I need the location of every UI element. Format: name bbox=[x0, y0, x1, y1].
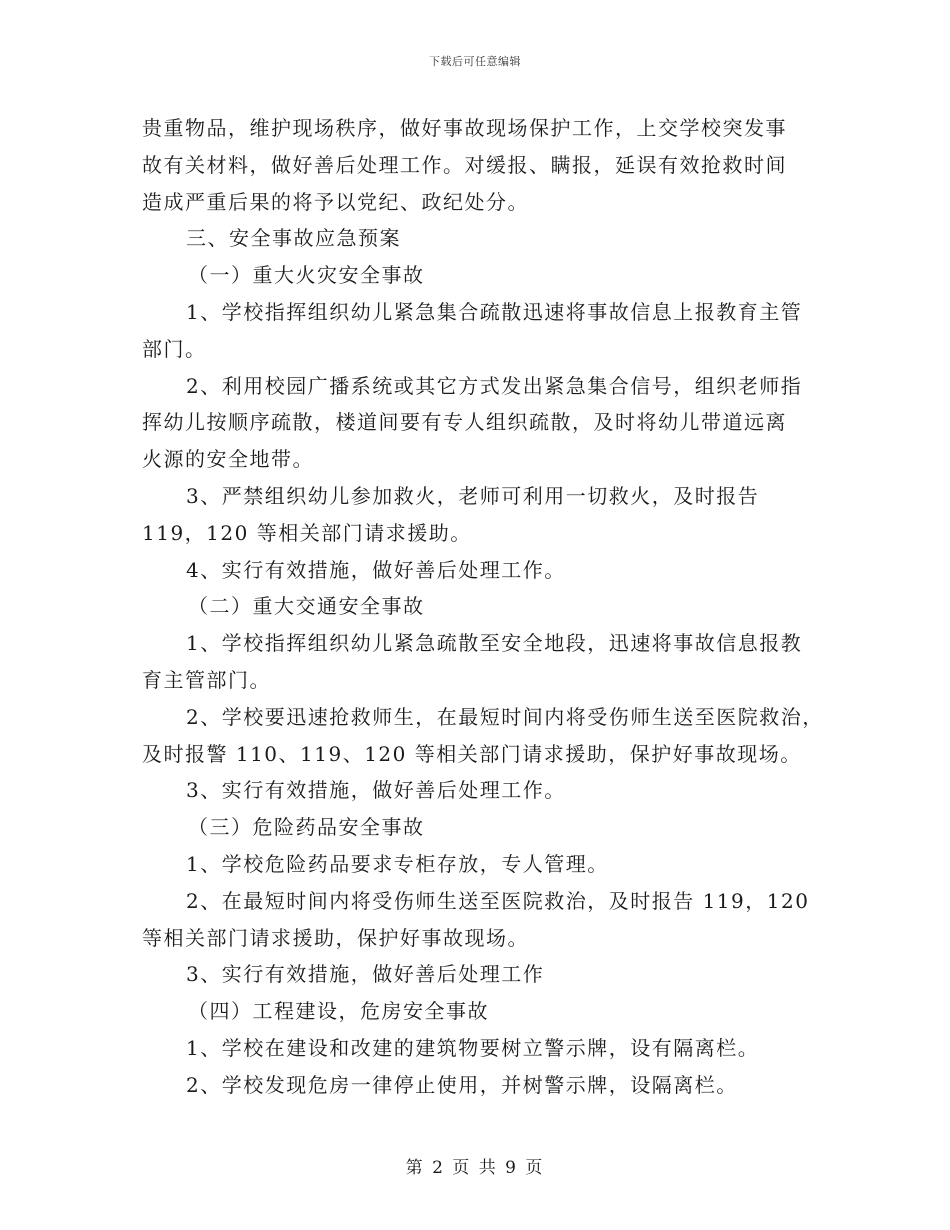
text-line: 等相关部门请求援助，保护好事故现场。 bbox=[142, 925, 529, 950]
text-line: 4、实行有效措施，做好善后处理工作。 bbox=[186, 557, 566, 582]
text-line: （二）重大交通安全事故 bbox=[188, 594, 425, 619]
text-line: 火源的安全地带。 bbox=[142, 447, 314, 472]
text-line: 育主管部门。 bbox=[142, 667, 271, 692]
text-line: 1、学校指挥组织幼儿紧急集合疏散迅速将事故信息上报教育主管 bbox=[186, 299, 803, 324]
page-header: 下载后可任意编辑 bbox=[429, 55, 521, 68]
page-footer: 第 2 页 共 9 页 bbox=[405, 1158, 545, 1178]
text-line: 贵重物品，维护现场秩序，做好事故现场保护工作，上交学校突发事 bbox=[142, 116, 787, 140]
text-line: 造成严重后果的将予以党纪、政纪处分。 bbox=[142, 189, 529, 214]
text-line: 2、学校发现危房一律停止使用，并树警示牌，设隔离栏。 bbox=[186, 1072, 738, 1097]
text-line: 3、实行有效措施，做好善后处理工作 bbox=[186, 962, 545, 987]
text-line: 三、安全事故应急预案 bbox=[186, 226, 401, 251]
text-line: 1、学校指挥组织幼儿紧急疏散至安全地段，迅速将事故信息报教 bbox=[186, 631, 803, 656]
text-line: 故有关材料，做好善后处理工作。对缓报、瞒报，延误有效抢救时间 bbox=[142, 152, 787, 177]
text-line: 2、利用校园广播系统或其它方式发出紧急集合信号，组织老师指 bbox=[186, 373, 803, 398]
text-line: 3、严禁组织幼儿参加救火，老师可利用一切救火，及时报告 bbox=[186, 483, 760, 508]
text-line: 2、在最短时间内将受伤师生送至医院救治，及时报告 119，120 bbox=[186, 888, 810, 913]
text-line: 部门。 bbox=[142, 336, 207, 361]
text-line: 119，120 等相关部门请求援助。 bbox=[142, 520, 472, 545]
text-line: （三）危险药品安全事故 bbox=[188, 815, 425, 840]
text-line: 1、学校在建设和改建的建筑物要树立警示牌，设有隔离栏。 bbox=[186, 1035, 760, 1060]
text-line: （四）工程建设，危房安全事故 bbox=[188, 999, 489, 1024]
text-line: 3、实行有效措施，做好善后处理工作。 bbox=[186, 778, 566, 803]
document-body bbox=[142, 110, 822, 1104]
text-line: 挥幼儿按顺序疏散，楼道间要有专人组织疏散，及时将幼儿带道远离 bbox=[142, 410, 787, 435]
text-line: 2、学校要迅速抢救师生，在最短时间内将受伤师生送至医院救治， bbox=[186, 704, 824, 729]
text-line: （一）重大火灾安全事故 bbox=[188, 263, 425, 288]
text-line: 1、学校危险药品要求专柜存放，专人管理。 bbox=[186, 851, 609, 876]
text-line: 及时报警 110、119、120 等相关部门请求援助，保护好事故现场。 bbox=[142, 741, 802, 766]
